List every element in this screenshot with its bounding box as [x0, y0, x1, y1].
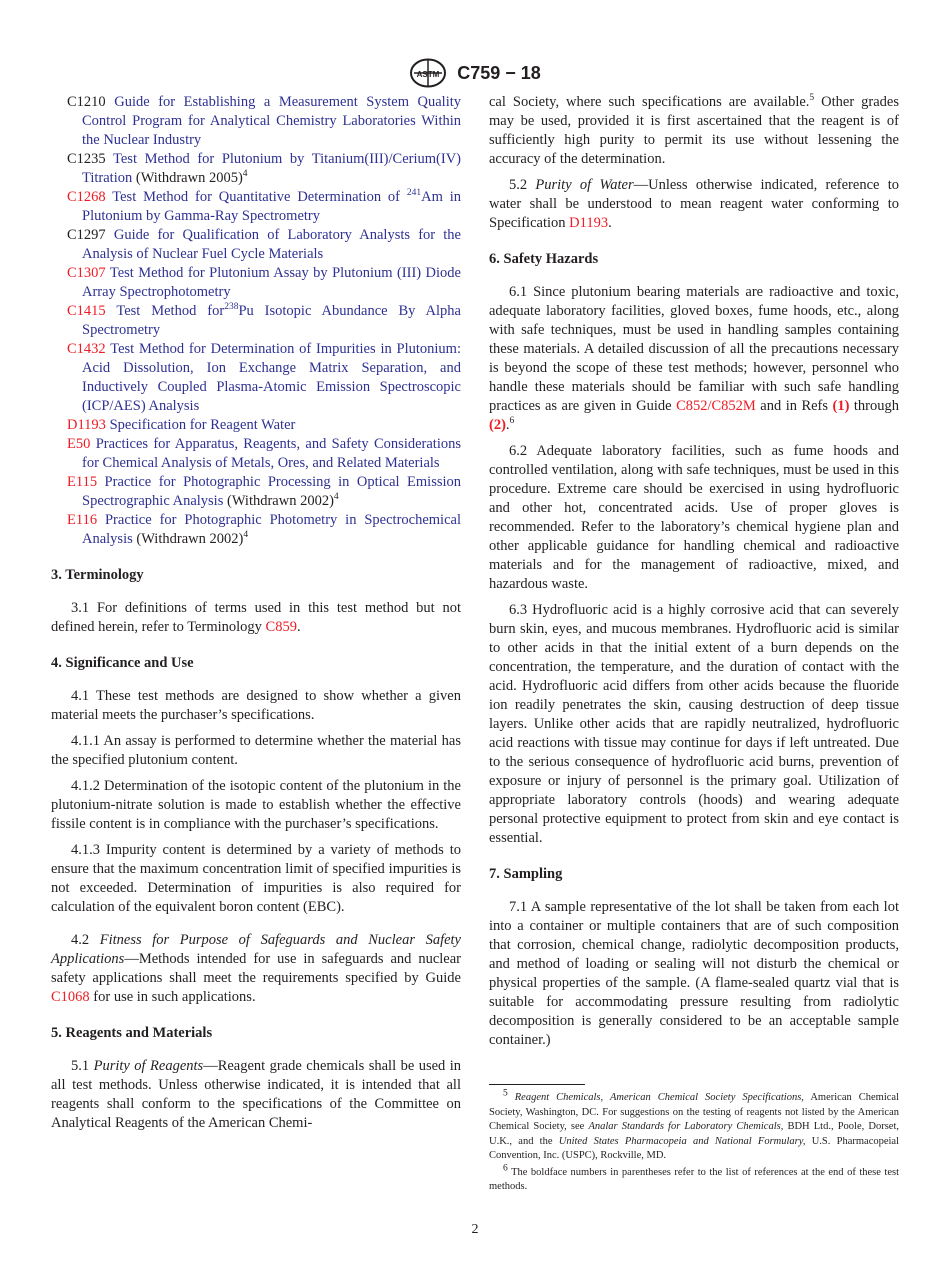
withdrawn-note: (Withdrawn 2005) — [135, 170, 243, 186]
reference-title-link[interactable]: Guide for Qualification of Laboratory Analysts for the Analysis of Nuclear Fuel Cycle Materials — [82, 227, 461, 262]
paragraph-3-1: 3.1 For definitions of terms used in this test method but not defined herein, refer to Terminology C859. — [51, 600, 461, 635]
reference-title-link[interactable]: Test Method for$^{238}$Pu Isotopic Abundance By Alpha Spectrometry — [82, 302, 461, 338]
astm-logo — [409, 58, 447, 88]
section-heading: 5. Reagents and Materials — [51, 1025, 213, 1041]
reference-item — [51, 435, 461, 473]
reference-item — [51, 264, 461, 302]
reference-item — [51, 473, 461, 511]
reference-title-link[interactable]: Specification for Reagent Water — [109, 417, 296, 433]
reference-code[interactable]: C1235 — [67, 151, 106, 167]
paragraph-4-1-2: 4.1.2 Determination of the isotopic content of the plutonium in the plutonium-nitrate solution is made to establish whether the effective fissile content is in compliance with the purchaser’s specifications. — [51, 778, 461, 832]
paragraph-4-2: 4.2 Fitness for Purpose of Safeguards and Nuclear Safety Applications—Methods intended for use in safeguards and nuclear safety applications shall meet the requirements specified by Guide C1068 for use in such applications. — [51, 932, 461, 1005]
reference-title-link[interactable]: Practice for Photographic Photometry in Spectrochemical Analysis — [82, 512, 461, 547]
section-heading: 4. Significance and Use — [51, 655, 194, 671]
link-d1193[interactable]: D1193 — [569, 215, 609, 231]
footnote-5: $^5$ Reagent Chemicals, American Chemical Society Specifications, American Chemical Society, Washington, DC. For suggestions on the testing of reagents not listed by the American Chemical Society, see Analar Standards for Laboratory Chemicals, BDH Ltd., Poole, Dorset, U.K., and the United States Pharmacopeia and National Formulary, U.S. Pharmacopeial Convention, Inc. (USPC), Rockville, MD. — [489, 1088, 900, 1161]
paragraph-6-2: 6.2 Adequate laboratory facilities, such as fume hoods and controlled ventilation, along with safe techniques, must be used in this procedure. Extreme care should be exercised in using hydrofluoric and other hot, concentrated acids. Use of proper gloves is recommended. Refer to the laboratory’s chemical hygiene plan and other applicable guidance for handling chemical and radioactive materials and for the management of radioactive, mixed, and hazardous waste. — [489, 443, 899, 592]
reference-code[interactable]: E116 — [67, 512, 98, 528]
footnote-6: $^6$ The boldface numbers in parentheses refer to the list of references at the end of these test methods. — [489, 1163, 899, 1192]
reference-item — [51, 302, 461, 340]
reference-title-link[interactable]: Test Method for Plutonium Assay by Plutonium (III) Diode Array Spectrophotometry — [82, 265, 461, 300]
left-column — [51, 93, 461, 1133]
withdrawn-note: (Withdrawn 2002) — [136, 531, 244, 547]
paragraph-4-1: 4.1 These test methods are designed to show whether a given material meets the purchaser’s specifications. — [51, 688, 461, 723]
reference-code[interactable]: C1297 — [67, 227, 106, 243]
footnote-marker[interactable]: 6 — [509, 416, 515, 427]
link-c859[interactable]: C859 — [265, 619, 297, 635]
reference-item — [51, 150, 461, 188]
reference-link-1[interactable]: (1) — [832, 398, 850, 414]
right-column — [489, 93, 899, 1195]
document-designation: C759 − 18 — [457, 62, 541, 83]
reference-code[interactable]: C1432 — [67, 341, 106, 357]
page-header — [0, 58, 950, 88]
reference-code[interactable]: E115 — [67, 474, 98, 490]
reference-item — [51, 511, 461, 549]
reference-item — [51, 93, 461, 150]
reference-title-link[interactable]: Practices for Apparatus, Reagents, and Safety Considerations for Chemical Analysis of Metals, Ores, and Related Materials — [82, 436, 461, 471]
reference-code[interactable]: C1210 — [67, 94, 106, 110]
reference-title-link[interactable]: Practice for Photographic Processing in Optical Emission Spectrographic Analysis — [82, 474, 462, 509]
paragraph-4-1-3: 4.1.3 Impurity content is determined by a variety of methods to ensure that the maximum concentration limit of specified impurities is not exceeded. Determination of impurities is also required for calculation of the equivalent boron content (EBC). — [51, 842, 461, 915]
section-heading: 6. Safety Hazards — [489, 251, 599, 267]
footnote-marker: 4 — [333, 492, 339, 503]
section-heading: 3. Terminology — [51, 567, 144, 583]
paragraph-6-1: 6.1 Since plutonium bearing materials are radioactive and toxic, adequate laboratory facilities, gloved boxes, fume hoods, etc., along with safe techniques, must be used in handling samples containing these materials. A detailed discussion of all the precautions necessary is beyond the scope of these test methods; however, personnel who handle these materials should be familiar with such safe handling practices as are given in Guide C852/C852M and in Refs (1) through (2).$^6$ — [489, 284, 900, 433]
reference-title-link[interactable]: Guide for Establishing a Measurement System Quality Control Program for Analytical Chemistry Laboratories Within the Nuclear Industry — [82, 94, 461, 148]
paragraph-5-2: 5.2 Purity of Water—Unless otherwise indicated, reference to water shall be understood to mean reagent water conforming to Specification D1193. — [489, 177, 899, 231]
paragraph-7-1: 7.1 A sample representative of the lot shall be taken from each lot into a container or multiple containers that are of such composition that corrosion, chemical change, radiolytic decomposition products, and method of loading or sealing will not disturb the chemical or physical properties of the sample. (A flame-sealed quartz vial that is suitable for accommodating pressure resulting from radiolytic decomposition is generally considered to be an acceptable sample container.) — [489, 899, 899, 1048]
paragraph-4-1-1: 4.1.1 An assay is performed to determine whether the material has the specified plutonium content. — [51, 733, 461, 768]
reference-code[interactable]: C1415 — [67, 303, 106, 319]
reference-item — [51, 340, 461, 416]
reference-code[interactable]: D1193 — [67, 417, 106, 433]
paragraph-5-1: 5.1 Purity of Reagents—Reagent grade chemicals shall be used in all test methods. Unless otherwise indicated, it is intended that all reagents shall conform to the specifications of the Committee on Analytical Reagents of the American Chemi- — [51, 1058, 462, 1131]
section-heading: 7. Sampling — [489, 866, 563, 882]
withdrawn-note: (Withdrawn 2002) — [226, 493, 334, 509]
footnote-marker: 4 — [243, 530, 249, 541]
page-number: 2 — [471, 1222, 479, 1237]
link-c852[interactable]: C852/C852M — [676, 398, 756, 414]
footnote-divider — [489, 1084, 585, 1085]
reference-item — [51, 416, 461, 435]
paragraph-5-1-continued: cal Society, where such specifications are available.$^5$ Other grades may be used, provided it is first ascertained that the reagent is of sufficiently high purity to permit its use without lessening the accuracy of the determination. — [489, 93, 899, 167]
reference-title-link[interactable]: Test Method for Plutonium by Titanium(III)/Cerium(IV) Titration — [82, 151, 461, 186]
paragraph-6-3: 6.3 Hydrofluoric acid is a highly corrosive acid that can severely burn skin, eyes, and mucous membranes. Hydrofluoric acid is similar to other acids in that the initial extent of a burn depends on the concentration, the temperature, and the duration of contact with the acid. Hydrofluoric acid differs from other acids because the fluoride ion readily penetrates the skin, causing destruction of deep tissue layers. Unlike other acids that are rapidly neutralized, hydrofluoric acid reactions with tissue may continue for days if left untreated. Due to the serious consequence of hydrofluoric acid burns, prevention of exposure or injury of personnel is the primary goal. Utilization of appropriate laboratory controls (hoods) and wearing adequate personal protective equipment to protect from skin and eye contact is essential. — [489, 602, 899, 846]
svg-text:ASTM: ASTM — [416, 70, 440, 79]
reference-item — [51, 226, 461, 264]
footnote-marker: 4 — [242, 169, 248, 180]
reference-link-2[interactable]: (2) — [489, 417, 506, 433]
reference-code[interactable]: C1268 — [67, 189, 106, 205]
link-c1068[interactable]: C1068 — [51, 989, 90, 1005]
reference-code[interactable]: C1307 — [67, 265, 106, 281]
reference-code[interactable]: E50 — [67, 436, 91, 452]
reference-title-link[interactable]: Test Method for Determination of Impurities in Plutonium: Acid Dissolution, Ion Exchange Matrix Separation, and Inductively Coupled Plasma-Atomic Emission Spectroscopic (ICP/AES) Analysis — [82, 341, 461, 414]
footnote-marker[interactable]: 5 — [809, 93, 815, 104]
reference-item — [51, 188, 461, 226]
reference-title-link[interactable]: Test Method for Quantitative Determination of $^{241}$Am in Plutonium by Gamma-Ray Spectrometry — [82, 188, 461, 224]
